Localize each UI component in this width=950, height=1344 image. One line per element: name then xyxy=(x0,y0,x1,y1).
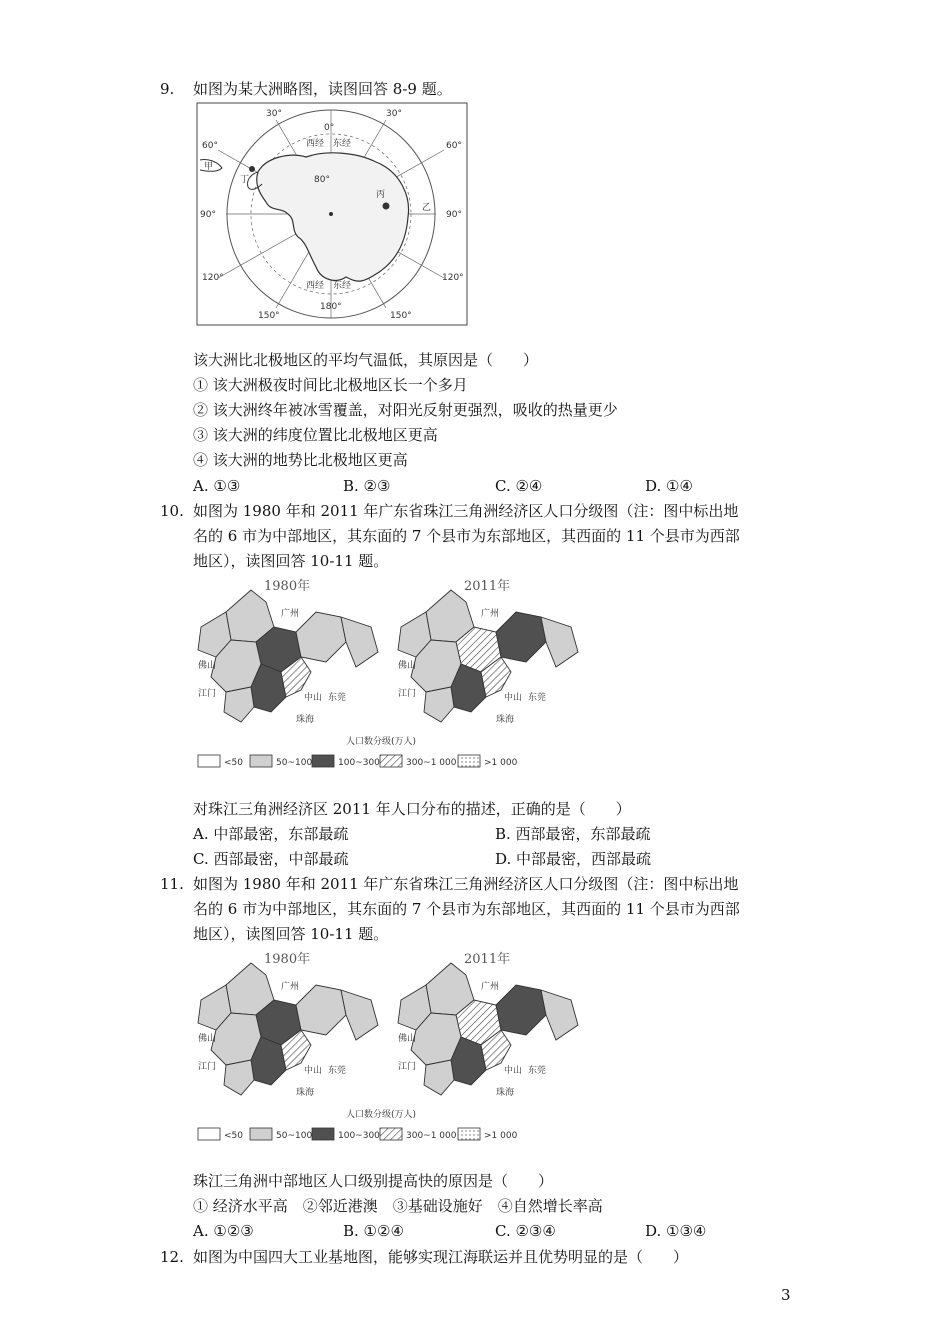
label-150-right: 150° xyxy=(390,311,412,321)
population-map-q11 xyxy=(196,945,590,1153)
label-120-left: 120° xyxy=(202,273,224,283)
city-zhongshan: 中山 xyxy=(504,1066,523,1076)
city-foshan: 佛山 xyxy=(398,661,417,671)
question-number: 10. xyxy=(160,502,184,520)
label-80: 80° xyxy=(314,175,330,185)
legend-label: 50~100 xyxy=(276,758,313,768)
label-150-left: 150° xyxy=(258,311,280,321)
label-east-bottom: 东经 xyxy=(333,281,352,291)
year-label: 2011年 xyxy=(464,579,511,594)
question-10 xyxy=(160,499,800,574)
city-jiangmen: 江门 xyxy=(198,689,217,699)
legend-label: >1 000 xyxy=(484,758,518,768)
legend-swatch xyxy=(380,1128,402,1140)
city-foshan: 佛山 xyxy=(198,661,217,671)
question-9 xyxy=(160,77,800,102)
question-12 xyxy=(160,1245,800,1270)
legend-swatch xyxy=(250,755,272,767)
city-zhongshan: 中山 xyxy=(304,693,323,703)
q10-option-a[interactable]: A. 中部最密，东部最疏 xyxy=(193,825,349,843)
question-stem: 如图为中国四大工业基地图，能够实现江海联运并且优势明显的是（ ） xyxy=(193,1248,689,1266)
label-60-right: 60° xyxy=(446,141,462,151)
city-zhongshan: 中山 xyxy=(304,1066,323,1076)
city-zhuhai: 珠海 xyxy=(496,715,515,725)
q10-option-c[interactable]: C. 西部最密，中部最疏 xyxy=(193,850,349,868)
q9-item-1: ① 该大洲极夜时间比北极地区长一个多月 xyxy=(193,376,468,394)
population-map-q10 xyxy=(196,572,590,780)
legend-label: >1 000 xyxy=(484,1131,518,1141)
page-number: 3 xyxy=(781,1286,791,1304)
city-dongguan: 东莞 xyxy=(528,1066,547,1076)
q9-option-b[interactable]: B. ②③ xyxy=(343,477,391,495)
label-ding: 丁 xyxy=(240,175,250,185)
q9-option-c[interactable]: C. ②④ xyxy=(495,477,543,495)
label-60-left: 60° xyxy=(202,141,218,151)
city-jiangmen: 江门 xyxy=(398,689,417,699)
city-guangzhou: 广州 xyxy=(481,609,500,619)
legend-swatch xyxy=(312,755,334,767)
legend-swatch xyxy=(312,1128,334,1140)
q10-question: 对珠江三角洲经济区 2011 年人口分布的描述，正确的是（ ） xyxy=(193,800,631,818)
year-label: 1980年 xyxy=(264,579,311,594)
question-stem-line: 名的 6 市为中部地区，其东面的 7 个县市为东部地区，其西面的 11 个县市为西部 xyxy=(193,900,740,918)
label-east-top: 东经 xyxy=(333,139,352,149)
legend-label: <50 xyxy=(224,1131,243,1141)
city-guangzhou: 广州 xyxy=(281,982,300,992)
q10-option-d[interactable]: D. 中部最密，西部最疏 xyxy=(495,850,652,868)
legend-title: 人口数分级(万人) xyxy=(346,737,417,747)
city-dongguan: 东莞 xyxy=(328,1066,347,1076)
q9-option-d[interactable]: D. ①④ xyxy=(645,477,693,495)
q9-item-4: ④ 该大洲的地势比北极地区更高 xyxy=(193,451,408,469)
label-yi: 乙 xyxy=(422,203,432,213)
legend-swatch xyxy=(250,1128,272,1140)
label-bing: 丙 xyxy=(376,190,386,200)
label-30-right: 30° xyxy=(386,109,402,119)
q11-option-c[interactable]: C. ②③④ xyxy=(495,1222,556,1240)
label-120-right: 120° xyxy=(442,273,464,283)
question-number: 12. xyxy=(160,1248,184,1266)
label-30-left: 30° xyxy=(266,109,282,119)
legend-label: 300~1 000 xyxy=(406,1131,457,1141)
city-foshan: 佛山 xyxy=(198,1034,217,1044)
antarctica-map xyxy=(196,102,468,326)
legend-swatch xyxy=(198,755,220,767)
city-zhuhai: 珠海 xyxy=(296,715,315,725)
q9-item-2: ② 该大洲终年被冰雪覆盖，对阳光反射更强烈，吸收的热量更少 xyxy=(193,401,618,419)
q11-option-b[interactable]: B. ①②④ xyxy=(343,1222,404,1240)
city-dongguan: 东莞 xyxy=(528,693,547,703)
question-stem-line: 地区），读图回答 10-11 题。 xyxy=(193,925,389,943)
q11-question: 珠江三角洲中部地区人口级别提高快的原因是（ ） xyxy=(193,1172,554,1190)
question-stem-line: 如图为 1980 年和 2011 年广东省珠江三角洲经济区人口分级图（注：图中标出地 xyxy=(193,502,739,520)
label-90-left: 90° xyxy=(200,210,216,220)
label-180: 180° xyxy=(320,302,342,312)
q9-question: 该大洲比北极地区的平均气温低，其原因是（ ） xyxy=(193,351,539,369)
city-zhuhai: 珠海 xyxy=(296,1088,315,1098)
legend-label: 300~1 000 xyxy=(406,758,457,768)
question-number: 9. xyxy=(160,80,175,98)
year-label: 1980年 xyxy=(264,952,311,967)
legend-swatch xyxy=(380,755,402,767)
year-label: 2011年 xyxy=(464,952,511,967)
label-0: 0° xyxy=(324,123,335,133)
legend-label: <50 xyxy=(224,758,243,768)
label-90-right: 90° xyxy=(446,210,462,220)
city-jiangmen: 江门 xyxy=(198,1062,217,1072)
city-dongguan: 东莞 xyxy=(328,693,347,703)
legend-title: 人口数分级(万人) xyxy=(346,1110,417,1120)
city-guangzhou: 广州 xyxy=(481,982,500,992)
city-foshan: 佛山 xyxy=(398,1034,417,1044)
legend-swatch xyxy=(458,755,480,767)
question-number: 11. xyxy=(160,875,184,893)
legend-label: 100~300 xyxy=(338,1131,380,1141)
question-11 xyxy=(160,872,800,947)
question-stem-line: 地区），读图回答 10-11 题。 xyxy=(193,552,389,570)
legend-swatch xyxy=(458,1128,480,1140)
q11-items: ① 经济水平高 ②邻近港澳 ③基础设施好 ④自然增长率高 xyxy=(193,1197,603,1215)
question-stem-line: 名的 6 市为中部地区，其东面的 7 个县市为东部地区，其西面的 11 个县市为西部 xyxy=(193,527,740,545)
q9-option-a[interactable]: A. ①③ xyxy=(193,477,241,495)
q11-option-d[interactable]: D. ①③④ xyxy=(645,1222,707,1240)
question-stem-line: 如图为 1980 年和 2011 年广东省珠江三角洲经济区人口分级图（注：图中标出地 xyxy=(193,875,739,893)
city-jiangmen: 江门 xyxy=(398,1062,417,1072)
legend-label: 100~300 xyxy=(338,758,380,768)
label-jia: 甲 xyxy=(204,162,214,172)
q11-option-a[interactable]: A. ①②③ xyxy=(193,1222,254,1240)
label-west-top: 西经 xyxy=(306,139,325,149)
legend-label: 50~100 xyxy=(276,1131,313,1141)
q9-item-3: ③ 该大洲的纬度位置比北极地区更高 xyxy=(193,426,438,444)
city-zhuhai: 珠海 xyxy=(496,1088,515,1098)
city-guangzhou: 广州 xyxy=(281,609,300,619)
city-zhongshan: 中山 xyxy=(504,693,523,703)
legend-swatch xyxy=(198,1128,220,1140)
q10-option-b[interactable]: B. 西部最密，东部最疏 xyxy=(495,825,651,843)
question-stem: 如图为某大洲略图，读图回答 8-9 题。 xyxy=(193,80,452,98)
label-west-bottom: 西经 xyxy=(306,281,325,291)
